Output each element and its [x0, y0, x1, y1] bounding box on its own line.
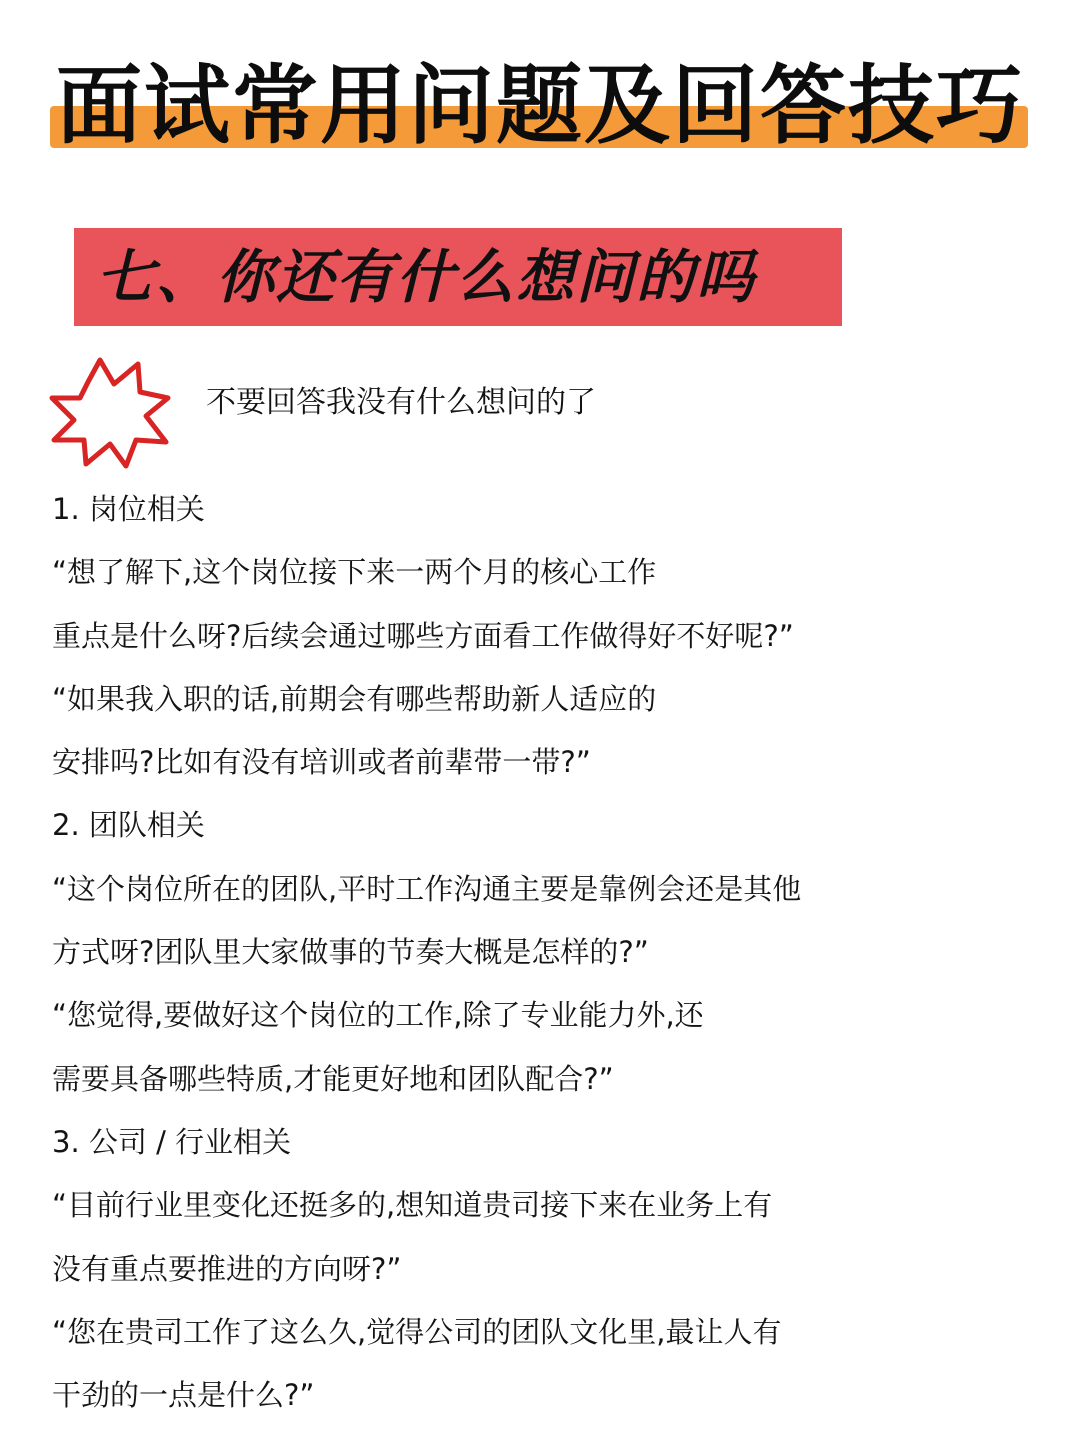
question-line: “目前行业里变化还挺多的,想知道贵司接下来在业务上有: [52, 1188, 773, 1223]
content-body: [52, 486, 1032, 1435]
starburst-icon: [48, 354, 178, 469]
question-line: 需要具备哪些特质,才能更好地和团队配合?”: [52, 1061, 614, 1096]
tip-text: 不要回答我没有什么想问的了: [206, 385, 596, 420]
section-subheading: 3. 公司 / 行业相关: [52, 1124, 292, 1159]
question-line: “这个岗位所在的团队,平时工作沟通主要是靠例会还是其他: [52, 871, 802, 906]
question-line: “您在贵司工作了这么久,觉得公司的团队文化里,最让人有: [52, 1314, 782, 1349]
question-line: 干劲的一点是什么?”: [52, 1378, 315, 1413]
section-subheading: 2. 团队相关: [52, 808, 205, 843]
question-line: “如果我入职的话,前期会有哪些帮助新人适应的: [52, 681, 657, 716]
section-header: [74, 228, 842, 326]
question-line: 方式呀?团队里大家做事的节奏大概是怎样的?”: [52, 935, 649, 970]
title-block: [50, 52, 1030, 162]
section-title: 七、你还有什么想问的吗: [96, 243, 757, 311]
page-title: 面试常用问题及回答技巧: [56, 56, 1024, 156]
question-line: 安排吗?比如有没有培训或者前辈带一带?”: [52, 745, 591, 780]
question-line: “您觉得,要做好这个岗位的工作,除了专业能力外,还: [52, 998, 704, 1033]
section-subheading: 1. 岗位相关: [52, 492, 205, 526]
question-line: 重点是什么呀?后续会通过哪些方面看工作做得好不好呢?”: [52, 618, 794, 653]
question-line: “想了解下,这个岗位接下来一两个月的核心工作: [52, 555, 657, 590]
question-line: 没有重点要推进的方向呀?”: [52, 1251, 402, 1286]
